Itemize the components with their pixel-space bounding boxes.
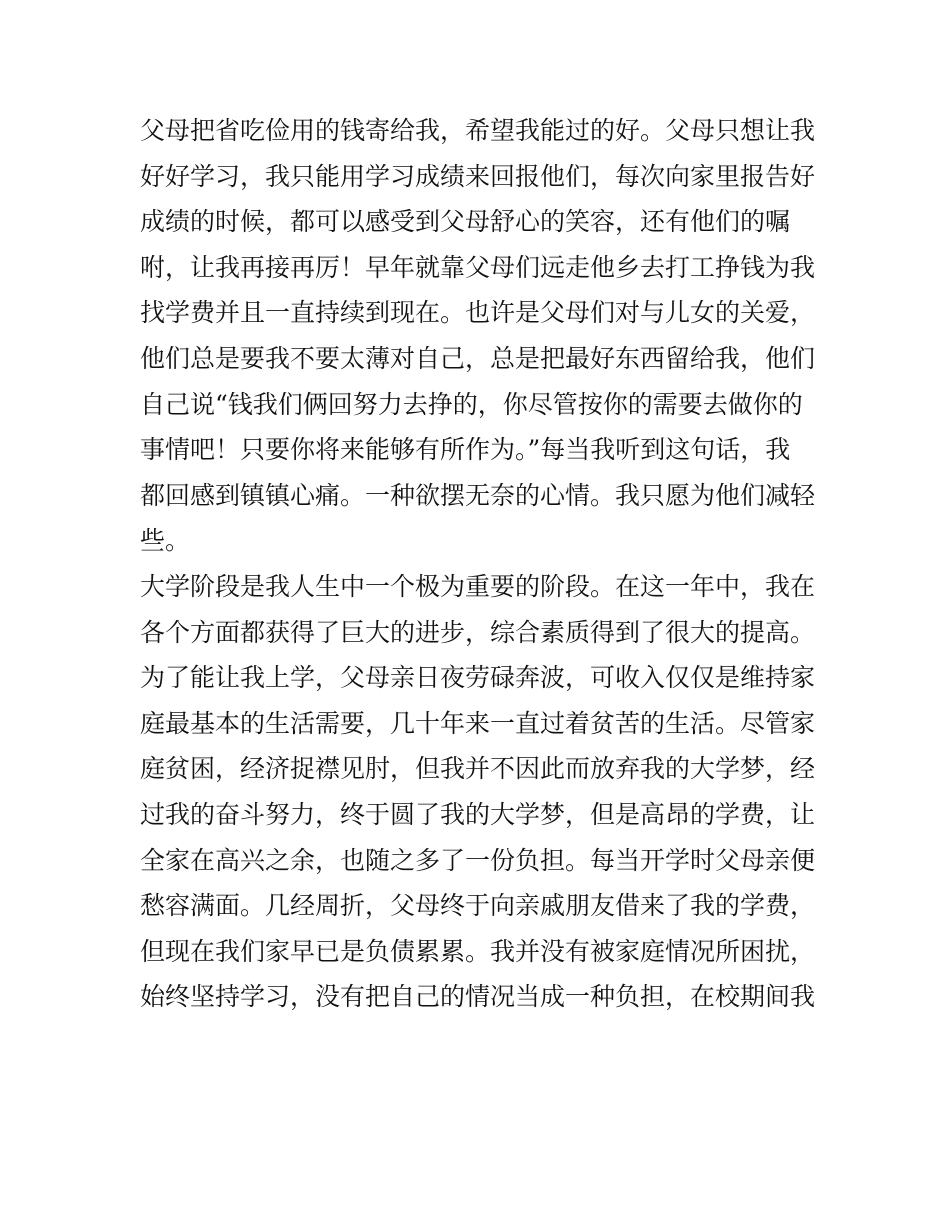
text-line: 全家在高兴之余，也随之多了一份负担。每当开学时父母亲便 xyxy=(140,845,816,875)
paragraph-1 xyxy=(140,108,820,564)
text-line: 自己说“钱我们俩回努力去挣的，你尽管按你的需要去做你的 xyxy=(140,389,803,419)
document-body xyxy=(140,108,820,1020)
paragraph-2 xyxy=(140,564,820,1020)
text-line: 些。 xyxy=(140,526,191,556)
text-line: 成绩的时候，都可以感受到父母舒心的笑容，还有他们的嘱 xyxy=(140,207,791,237)
text-line: 愁容满面。几经周折，父母终于向亲戚朋友借来了我的学费， xyxy=(140,891,816,921)
text-line: 大学阶段是我人生中一个极为重要的阶段。在这一年中，我在 xyxy=(140,571,816,601)
text-line: 事情吧！只要你将来能够有所作为。”每当我听到这句话，我 xyxy=(140,435,791,465)
text-line: 父母把省吃俭用的钱寄给我，希望我能过的好。父母只想让我 xyxy=(140,116,816,145)
text-line: 始终坚持学习，没有把自己的情况当成一种负担，在校期间我 xyxy=(140,982,816,1012)
text-line: 好好学习，我只能用学习成绩来回报他们，每次向家里报告好 xyxy=(140,161,816,191)
text-line: 庭最基本的生活需要，几十年来一直过着贫苦的生活。尽管家 xyxy=(140,708,816,738)
text-line: 他们总是要我不要太薄对自己，总是把最好东西留给我，他们 xyxy=(140,343,816,373)
text-line: 各个方面都获得了巨大的进步，综合素质得到了很大的提高。 xyxy=(140,617,816,647)
text-line: 过我的奋斗努力，终于圆了我的大学梦，但是高昂的学费，让 xyxy=(140,799,816,829)
text-line: 咐，让我再接再厉！早年就靠父母们远走他乡去打工挣钱为我 xyxy=(140,252,816,282)
text-line: 但现在我们家早已是负债累累。我并没有被家庭情况所困扰， xyxy=(140,936,816,966)
text-line: 庭贫困，经济捉襟见肘，但我并不因此而放弃我的大学梦，经 xyxy=(140,754,816,784)
text-line: 都回感到镇镇心痛。一种欲摆无奈的心情。我只愿为他们减轻 xyxy=(140,480,816,510)
text-line: 为了能让我上学，父母亲日夜劳碌奔波，可收入仅仅是维持家 xyxy=(140,663,816,693)
text-line: 找学费并且一直持续到现在。也许是父母们对与儿女的关爱， xyxy=(140,298,816,328)
